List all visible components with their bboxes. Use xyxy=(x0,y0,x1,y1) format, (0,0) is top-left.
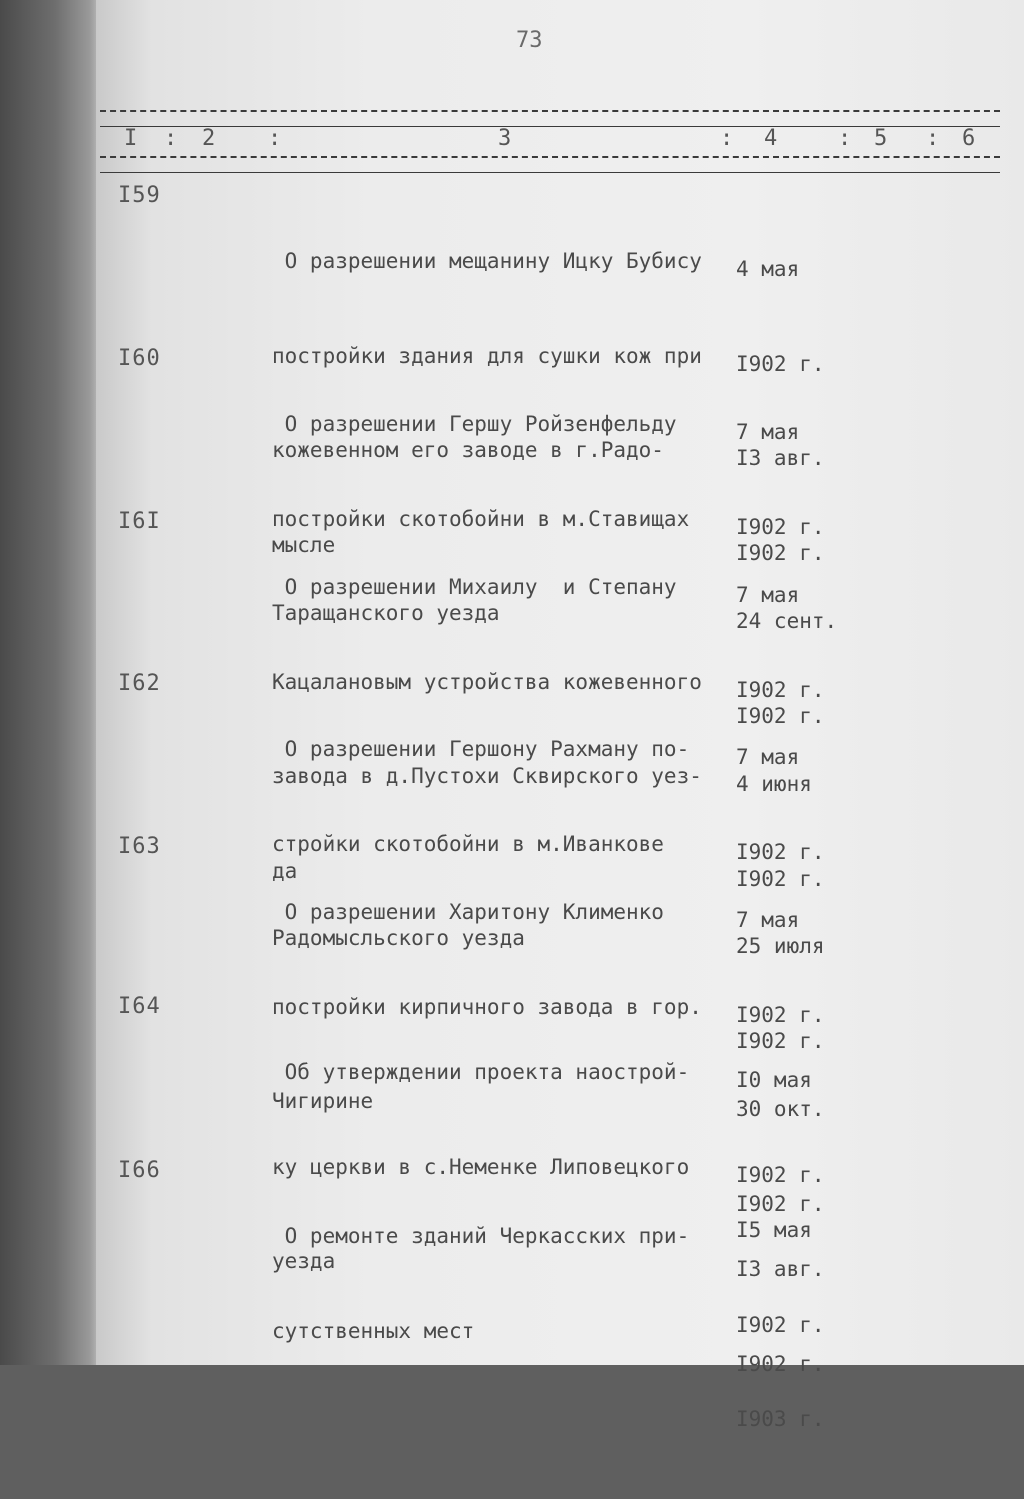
entry-number: I64 xyxy=(118,994,161,1019)
col-sep: : xyxy=(164,126,178,151)
col-sep: : xyxy=(268,126,282,151)
col-6-label: 6 xyxy=(962,126,976,151)
date-line: I902 г. xyxy=(736,514,825,539)
date-line: 7 мая xyxy=(736,745,800,769)
description-line: О разрешении Михаилу и Степану xyxy=(272,575,677,599)
description-line: стройки скотобойни в м.Иванкове xyxy=(272,831,664,856)
header-bottom-rule xyxy=(100,156,1000,158)
date-line: 24 сент. xyxy=(736,609,838,633)
description-line: Об утверждении проекта наострой- xyxy=(272,1060,690,1084)
date-line: I0 мая xyxy=(736,1068,812,1092)
col-5-label: 5 xyxy=(874,126,888,151)
entry-dates xyxy=(736,1152,846,1499)
date-line: I902 г. xyxy=(736,1002,825,1027)
header-top-rule-2 xyxy=(100,126,1000,127)
date-line: 4 мая xyxy=(736,257,800,281)
date-line: I3 авг. xyxy=(736,1257,825,1281)
date-line: I902 г. xyxy=(736,1351,825,1376)
col-sep: : xyxy=(926,126,940,151)
col-2-label: 2 xyxy=(202,126,216,151)
col-4-label: 4 xyxy=(764,126,778,151)
description-line: О разрешении Гершу Ройзенфельду xyxy=(272,412,677,436)
header-bottom-rule-2 xyxy=(100,172,1000,173)
description-line: да xyxy=(272,858,298,883)
header-top-rule xyxy=(100,110,1000,112)
date-line: I902 г. xyxy=(736,866,825,891)
entry-number: I63 xyxy=(118,834,161,859)
description-line: О разрешении мещанину Ицку Бубису xyxy=(272,249,702,273)
date-line: I902 г. xyxy=(736,1191,825,1216)
description-line: О разрешении Гершону Рахману по- xyxy=(272,737,690,761)
description-line: постройки скотобойни в м.Ставищах xyxy=(272,506,690,531)
page-number: 73 xyxy=(516,28,543,53)
date-line: 7 мая xyxy=(736,908,800,932)
entry-description xyxy=(272,1158,742,1410)
description-line: уезда xyxy=(272,1249,336,1273)
description-line: О ремонте зданий Черкасских при- xyxy=(272,1224,690,1248)
book-gutter xyxy=(0,0,100,1365)
date-line: I902 г. xyxy=(736,351,825,376)
document-page xyxy=(96,0,1024,1431)
date-line: I902 г. xyxy=(736,1028,825,1053)
col-3-label: 3 xyxy=(498,126,512,151)
entry-number: I6I xyxy=(118,509,161,534)
entry-number: I59 xyxy=(118,183,161,208)
date-line: I5 мая xyxy=(736,1218,812,1242)
date-line: I902 г. xyxy=(736,839,825,864)
date-line: I902 г. xyxy=(736,677,825,702)
date-line: I902 г. xyxy=(736,1162,825,1187)
col-sep: : xyxy=(838,126,852,151)
description-line: постройки здания для сушки кож при xyxy=(272,343,702,368)
description-line: кожевенном его заводе в г.Радо- xyxy=(272,438,664,462)
date-line: I902 г. xyxy=(736,703,825,728)
date-line: I3 авг. xyxy=(736,446,825,470)
description-line: Чигирине xyxy=(272,1089,374,1113)
description-line: Радомысльского уезда xyxy=(272,926,525,950)
date-line: 4 июня xyxy=(736,772,812,796)
date-line: 30 окт. xyxy=(736,1097,825,1121)
description-line: Таращанского уезда xyxy=(272,601,500,625)
date-line: I903 г. xyxy=(736,1407,825,1431)
description-line: сутственных мест xyxy=(272,1318,475,1343)
description-line: О разрешении Харитону Клименко xyxy=(272,900,664,924)
col-1-label: I xyxy=(124,126,138,151)
entry-number: I60 xyxy=(118,346,161,371)
entry-number: I66 xyxy=(118,1158,161,1183)
date-line: 7 мая xyxy=(736,583,800,607)
entry-number: I62 xyxy=(118,671,161,696)
description-line: Кацалановым устройства кожевенного xyxy=(272,669,702,694)
date-line: 7 мая xyxy=(736,420,800,444)
description-line: мысле xyxy=(272,532,336,557)
description-line: постройки кирпичного завода в гор. xyxy=(272,994,702,1019)
date-line: 25 июля xyxy=(736,934,825,958)
date-line: I902 г. xyxy=(736,1312,825,1337)
description-line: ку церкви в с.Неменке Липовецкого xyxy=(272,1154,690,1179)
col-sep: : xyxy=(720,126,734,151)
date-line: I902 г. xyxy=(736,540,825,565)
description-line: завода в д.Пустохи Сквирского уез- xyxy=(272,764,702,788)
